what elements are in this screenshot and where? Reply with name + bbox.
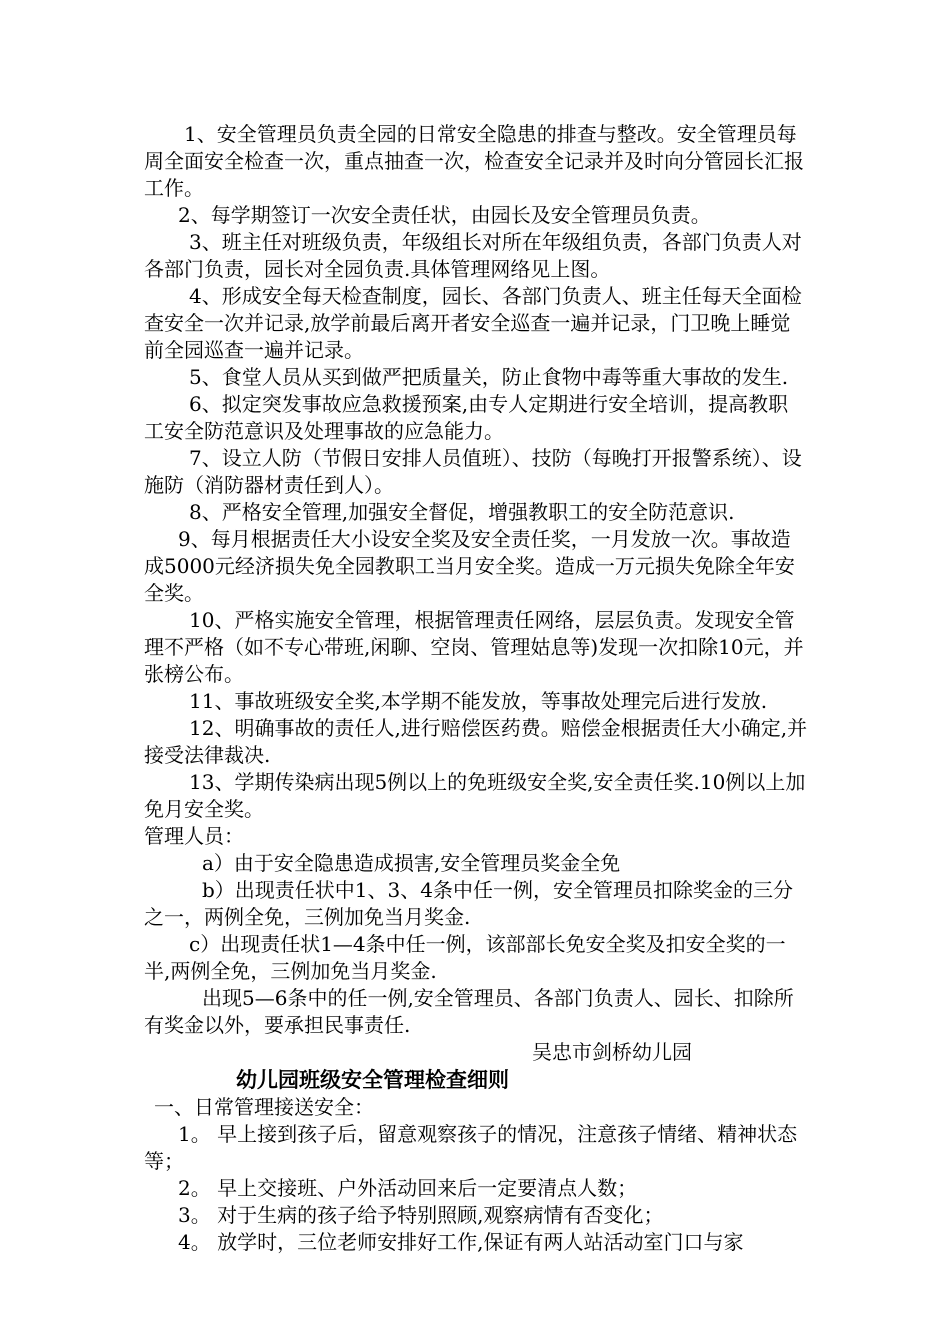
rule-1: 1、安全管理员负责全园的日常安全隐患的排查与整改。安全管理员每周全面安全检查一次，重点抽查一次，检查安全记录并及时向分管园长汇报工作。 — [144, 122, 804, 200]
manager-rule-c: c）出现责任状1—4条中任一例，该部部长免安全奖及扣安全奖的一半,两例全免，三例加免当月奖金. — [144, 932, 786, 983]
item-4: 4。 放学时，三位老师安排好工作,保证有两人站活动室门口与家 — [178, 1230, 744, 1254]
rule-3: 3、班主任对班级负责，年级组长对所在年级组负责，各部门负责人对各部门负责，园长对全园负责.具体管理网络见上图。 — [144, 230, 802, 281]
item-2: 2。 早上交接班、户外活动回来后一定要清点人数； — [178, 1176, 638, 1200]
rule-6: 6、拟定突发事故应急救援预案,由专人定期进行安全培训，提高教职工安全防范意识及处理事故的应急能力。 — [144, 392, 789, 443]
rule-7: 7、设立人防（节假日安排人员值班）、技防（每晚打开报警系统）、设施防（消防器材责任到人）。 — [144, 446, 802, 497]
rule-4: 4、形成安全每天检查制度，园长、各部门负责人、班主任每天全面检查安全一次并记录,放学前最后离开者安全巡查一遍并记录，门卫晚上睡觉前全园巡查一遍并记录。 — [144, 284, 802, 362]
rule-13: 13、学期传染病出现5例以上的免班级安全奖,安全责任奖.10例以上加免月安全奖。 — [144, 770, 806, 821]
managers-label: 管理人员： — [144, 824, 244, 848]
rule-9: 9、每月根据责任大小设安全奖及安全责任奖，一月发放一次。事故造成5000元经济损失免全园教职工当月安全奖。造成一万元损失免除全年安全奖。 — [144, 527, 795, 605]
item-3: 3。 对于生病的孩子给予特别照顾,观察病情有否变化； — [178, 1203, 664, 1227]
signature: 吴忠市剑桥幼儿园 — [532, 1040, 692, 1064]
manager-rule-d: 出现5—6条中的任一例,安全管理员、各部门负责人、园长、扣除所有奖金以外，要承担民事责任. — [144, 986, 794, 1037]
rule-8: 8、严格安全管理,加强安全督促，增强教职工的安全防范意识. — [189, 500, 735, 524]
rule-10: 10、严格实施安全管理，根据管理责任网络，层层负责。发现安全管理不严格（如不专心带班,闲聊、空岗、管理姑息等)发现一次扣除10元，并张榜公布。 — [144, 608, 804, 686]
document-body — [144, 121, 808, 1256]
rule-12: 12、明确事故的责任人,进行赔偿医药费。赔偿金根据责任大小确定,并接受法律裁决. — [144, 716, 808, 767]
manager-rule-b: b）出现责任状中1、3、4条中任一例，安全管理员扣除奖金的三分之一，两例全免，三例加免当月奖金. — [144, 878, 793, 929]
item-1: 1。 早上接到孩子后，留意观察孩子的情况，注意孩子情绪、精神状态等； — [144, 1122, 798, 1173]
rule-2: 2、每学期签订一次安全责任状，由园长及安全管理员负责。 — [178, 203, 711, 227]
document-title: 幼儿园班级安全管理检查细则 — [236, 1067, 509, 1092]
manager-rule-a: a）由于安全隐患造成损害,安全管理员奖金全免 — [202, 851, 621, 875]
rule-11: 11、事故班级安全奖,本学期不能发放，等事故处理完后进行发放. — [189, 689, 768, 713]
section-heading: 一、日常管理接送安全： — [154, 1095, 374, 1119]
rule-5: 5、食堂人员从买到做严把质量关，防止食物中毒等重大事故的发生. — [189, 365, 789, 389]
